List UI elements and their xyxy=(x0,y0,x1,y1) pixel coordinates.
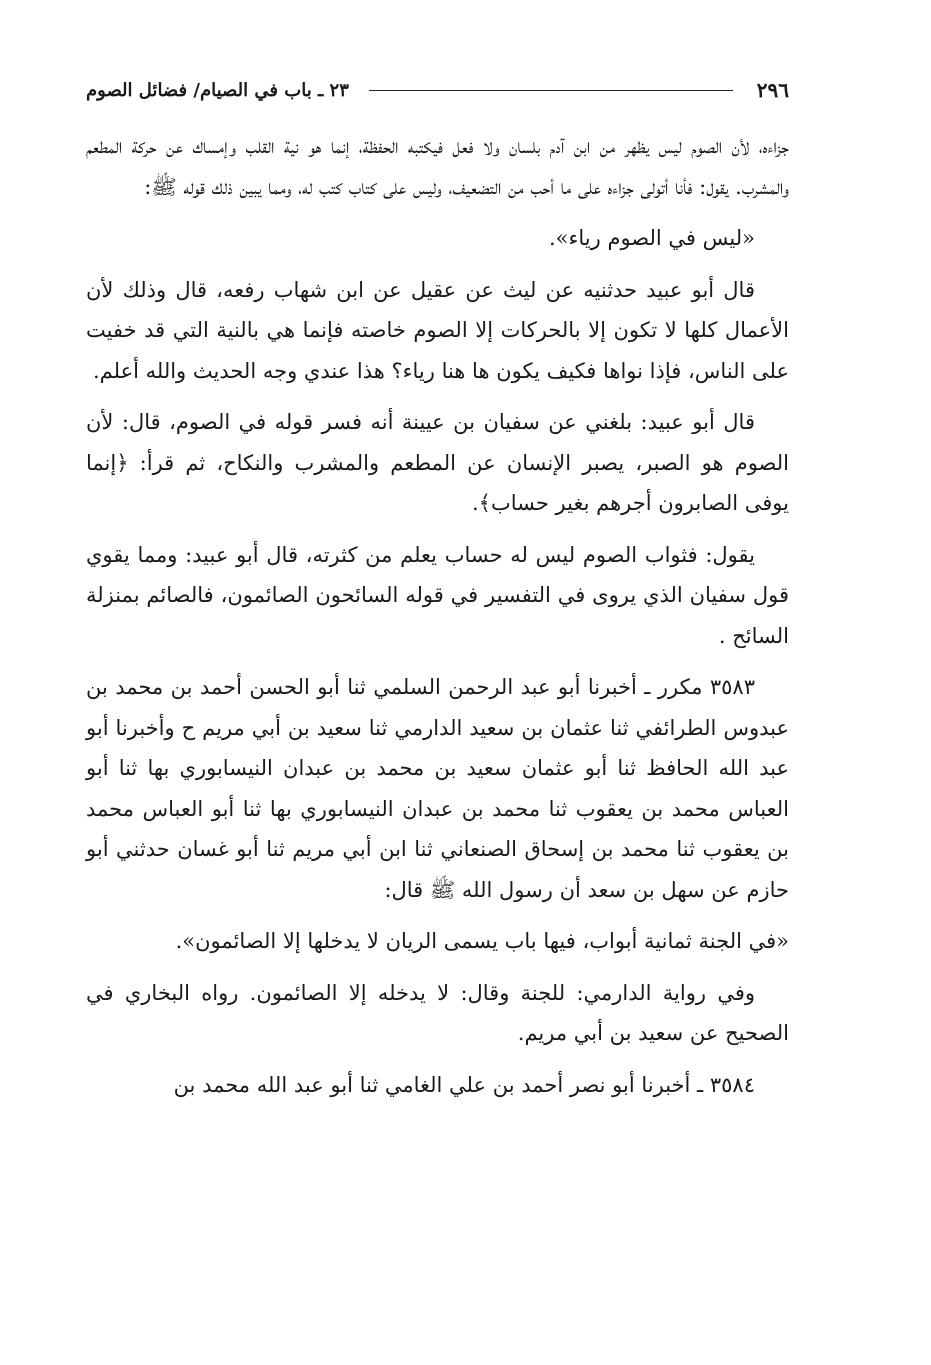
paragraph-8: وفي رواية الدارمي: للجنة وقال: لا يدخله إلا الصائمون. رواه البخاري في الصحيح عن سعيد بن أبي مريم. xyxy=(86,980,789,1045)
running-title: ٢٣ ـ باب في الصيام/ فضائل الصوم xyxy=(86,79,349,101)
paragraph-4: قال أبو عبيد: بلغني عن سفيان بن عيينة أنه فسر قوله في الصوم، قال: لأن الصوم هو الصبر، يصبر الإنسان عن المطعم والمشرب والنكاح، ثم قرأ: ﴿إنما يوفى الصابرون أجرهم بغير حساب﴾. xyxy=(86,410,789,515)
paragraph-2: «ليس في الصوم رياء». xyxy=(548,226,755,250)
page-number: ٢٩٦ xyxy=(756,78,789,102)
page-header xyxy=(86,72,789,108)
paragraph-7: «في الجنة ثمانية أبواب، فيها باب يسمى الريان لا يدخلها إلا الصائمون». xyxy=(175,929,789,953)
header-rule xyxy=(369,90,733,91)
paragraph-3: قال أبو عبيد حدثنيه عن ليث عن عقيل عن ابن شهاب رفعه، قال وذلك لأن الأعمال كلها لا تكون إلا بالحركات إلا الصوم خاصته فإنما هي بالنية التي قد خفيت على الناس، فإذا نواها فكيف يكون ها هنا رياء؟ هذا عندي وجه الحديث والله أعلم. xyxy=(86,277,789,383)
paragraph-6: ٣٥٨٣ مكرر ـ أخبرنا أبو عبد الرحمن السلمي ثنا أبو الحسن أحمد بن محمد بن عبدوس الطرائفي ثنا عثمان بن سعيد الدارمي ثنا سعيد بن أبي مريم ح وأخبرنا أبو عبد الله الحافظ ثنا أبو عثمان سعيد بن محمد بن عبدان النيسابوري بها ثنا أبو العباس محمد بن يعقوب ثنا محمد بن عبدان النيسابوري بها ثنا أبو العباس محمد بن يعقوب ثنا محمد بن إسحاق الصنعاني ثنا ابن أبي مريم ثنا أبو غسان حدثني أبو حازم عن سهل بن سعد أن رسول الله ﷺ قال: xyxy=(86,675,789,902)
paragraph-1: جزاءه، لأن الصوم ليس يظهر من ابن آدم بلسان ولا فعل فيكتبه الحفظة، إنما هو نية القلب وإمساك عن حركة المطعم والمشرب. يقول: فأنا أتولى جزاءه على ما أحب من التضعيف، وليس على كتاب كتب له، ومما يبين ذلك قوله ﷺ: xyxy=(86,134,789,199)
paragraph-9: ٣٥٨٤ ـ أخبرنا أبو نصر أحمد بن علي الغامي ثنا أبو عبد الله محمد بن xyxy=(173,1072,755,1097)
page-body xyxy=(86,126,789,1116)
paragraph-5: يقول: فثواب الصوم ليس له حساب يعلم من كثرته، قال أبو عبيد: ومما يقوي قول سفيان الذي يروى في التفسير في قوله السائحون الصائمون، فالصائم بمنزلة السائح . xyxy=(86,542,789,648)
